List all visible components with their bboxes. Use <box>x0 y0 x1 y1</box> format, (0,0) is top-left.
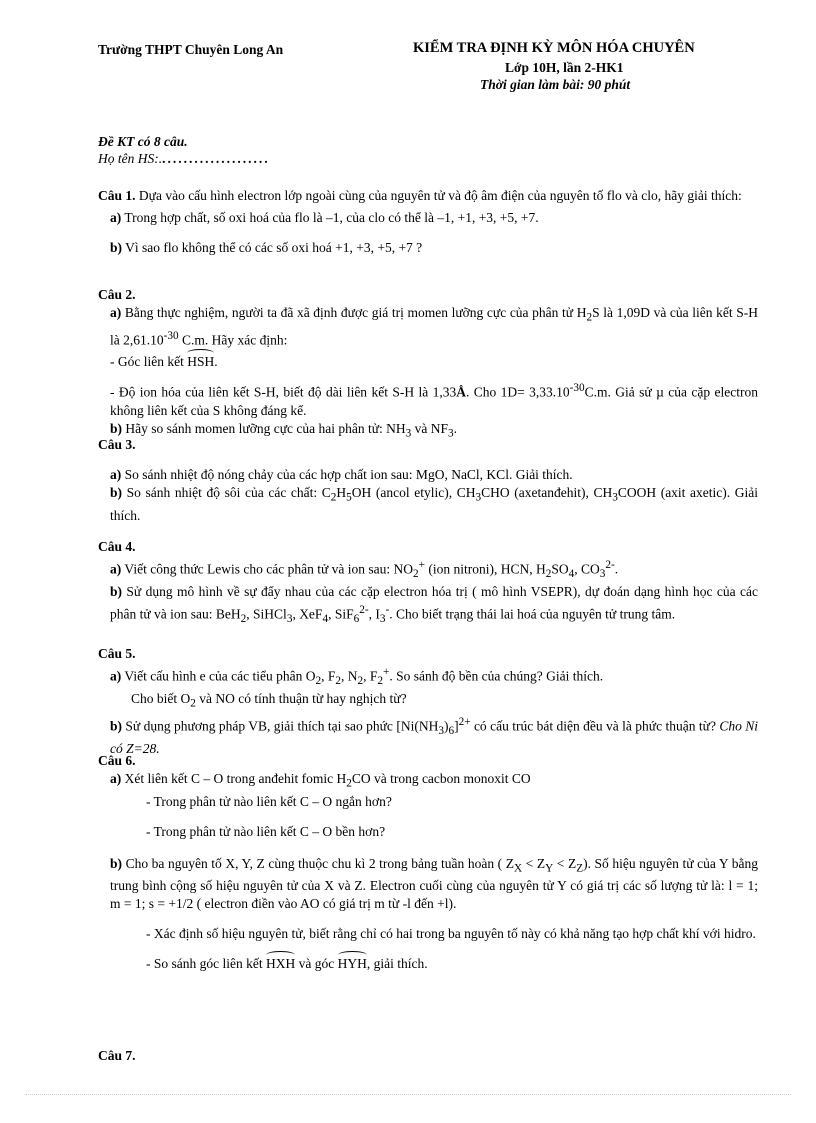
question-5-label: Câu 5. <box>98 646 136 661</box>
question-3-label: Câu 3. <box>98 437 136 452</box>
angle-hxh: HXH <box>265 956 296 972</box>
question-1a-text: Trong hợp chất, số oxi hoá của flo là –1, của clo có thể là –1, +1, +3, +5, +7. <box>124 210 539 225</box>
question-6 <box>98 752 758 973</box>
exam-title: KIỂM TRA ĐỊNH KỲ MÔN HÓA CHUYÊN <box>413 40 695 56</box>
question-1: Câu 1. Dựa vào cấu hình electron lớp ngoài cùng của nguyên tử và độ âm điện của nguyên tố flo và clo, hãy giải thích: a) Trong hợp chất, số oxi hoá của flo là –1, của clo có thể là –1, +1, +3, +5, +7. b) Vì sao flo không thể có các số oxi hoá +1, +3, +5, +7 ? <box>98 188 742 255</box>
question-6a-item2: - Trong phân tử nào liên kết C – O bền hơn? <box>146 823 386 839</box>
question-5b-text: b) Sử dụng phương pháp VB, giải thích tại sao phức $[Ni(NH_3)_6]^{2+}$ có cấu trúc bát diện đều và là phức thuận từ? Cho Ni có Z=28. <box>110 715 758 757</box>
question-4b-text: b) Sử dụng mô hình về sự đẩy nhau của các cặp electron hóa trị ( mô hình VSEPR), dự đoán dạng hình học của các phân tử và ion sau: BeH$_2$, SiHCl$_3$, XeF$_4$, SiF$_6^{2-}$, $I_3^-$. Cho biết trạng thái lai hoá của nguyên tử trung tâm. <box>110 584 759 626</box>
question-4-label: Câu 4. <box>98 539 136 554</box>
question-5 <box>98 645 758 758</box>
angle-hyh: HYH <box>337 956 367 972</box>
question-1-stem: Dựa vào cấu hình electron lớp ngoài cùng của nguyên tử và độ âm điện của nguyên tố flo và clo, hãy giải thích: <box>138 188 742 203</box>
question-3a-text: a) So sánh nhiệt độ nóng chảy của các hợp chất ion sau: MgO, NaCl, KCl. Giải thích. <box>110 467 573 482</box>
question-6b-item2: - So sánh góc liên kết HXH và góc HYH, giải thích. <box>146 956 428 972</box>
question-6-label: Câu 6. <box>98 753 136 768</box>
class-line: Lớp 10H, lần 2-HK1 <box>505 60 624 75</box>
nickel-note: Cho Ni có Z=28. <box>110 718 758 757</box>
time-line: Thời gian làm bài: 90 phút <box>480 77 631 92</box>
question-6b-item1: - Xác định số hiệu nguyên tử, biết rằng chỉ có hai trong ba nguyên tố này có khả năng tạo hợp chất khí với hidro. <box>146 926 756 942</box>
question-count-note: Đề KT có 8 câu. <box>98 134 188 149</box>
question-1b-text: Vì sao flo không thể có các số oxi hoá +1, +3, +5, +7 ? <box>125 240 423 255</box>
page-bottom-divider <box>25 1094 791 1095</box>
question-3b-text: b) So sánh nhiệt độ sôi của các chất: $C_2H_5OH$ (ancol etylic), $CH_3CHO$ (axetanđehit), $CH_3COOH$ (axit axetic). Giải thích. <box>110 485 759 523</box>
question-4 <box>98 538 758 628</box>
question-3 <box>98 436 758 525</box>
angle-hsh: HSH <box>187 354 215 370</box>
question-4a-text: a) Viết công thức Lewis cho các phân tử và ion sau: $NO_2^+$ (ion nitroni), HCN, $H_2SO_4$, $CO_3^{2-}$. <box>110 559 619 581</box>
school-name: Trường THPT Chuyên Long An <box>98 42 284 57</box>
question-2a-item1: - Góc liên kết HSH. <box>110 354 218 370</box>
question-5a-text: a) Viết cấu hình e của các tiểu phân $O_2$, $F_2$, $N_2$, $F_2^+$. So sánh độ bền của chúng? Giải thích. <box>110 666 604 688</box>
question-2a-text: a) Bằng thực nghiệm, người ta đã xã định được giá trị momen lưỡng cực của phân tử $H_2S$ là 1,09D và của liên kết S-H là $2,61.10^{-30}$ C.m. Hãy xác định: <box>110 305 759 348</box>
question-6a-text: a) Xét liên kết C – O trong anđehit fomic $H_2CO$ và trong cacbon monoxit CO <box>110 771 531 790</box>
question-1-label: Câu 1. <box>98 188 136 203</box>
question-7-label: Câu 7. <box>98 1048 136 1063</box>
question-6a-item1: - Trong phân tử nào liên kết C – O ngắn hơn? <box>146 793 392 809</box>
question-6b-text: b) Cho ba nguyên tố X, Y, Z cùng thuộc chu kì 2 trong bảng tuần hoàn ( $Z_X < Z_Y < Z_Z$). Số hiệu nguyên tử của Y bằng trung bình cộng số hiệu nguyên tử của X và Z. Electron cuối cùng của nguyên tử Y có giá trị các số lượng tử là: l = 1; m = 1; s = +1/2 ( electron điền vào AO có giá trị m từ -l đến +l). <box>110 855 758 912</box>
angstrom-unit: Å <box>456 384 466 400</box>
question-2b-text: b) Hãy so sánh momen lưỡng cực của hai phân tử: $NH_3$ và $NF_3$. <box>110 420 458 440</box>
question-5a-followup: Cho biết $O_2$ và NO có tính thuận từ hay nghịch từ? <box>131 691 407 710</box>
student-name-line: Họ tên HS:..................... <box>98 151 270 166</box>
question-2 <box>98 286 758 442</box>
name-blank: .................... <box>162 151 270 166</box>
question-2-label: Câu 2. <box>98 287 136 302</box>
question-2a-item2: - Độ ion hóa của liên kết S-H, biết độ dài liên kết S-H là 1,33Å. Cho $1D= 3,33.10^{-30}C.m$. Giả sử µ của cặp electron không liên kết của S không đáng kể. <box>110 382 758 418</box>
